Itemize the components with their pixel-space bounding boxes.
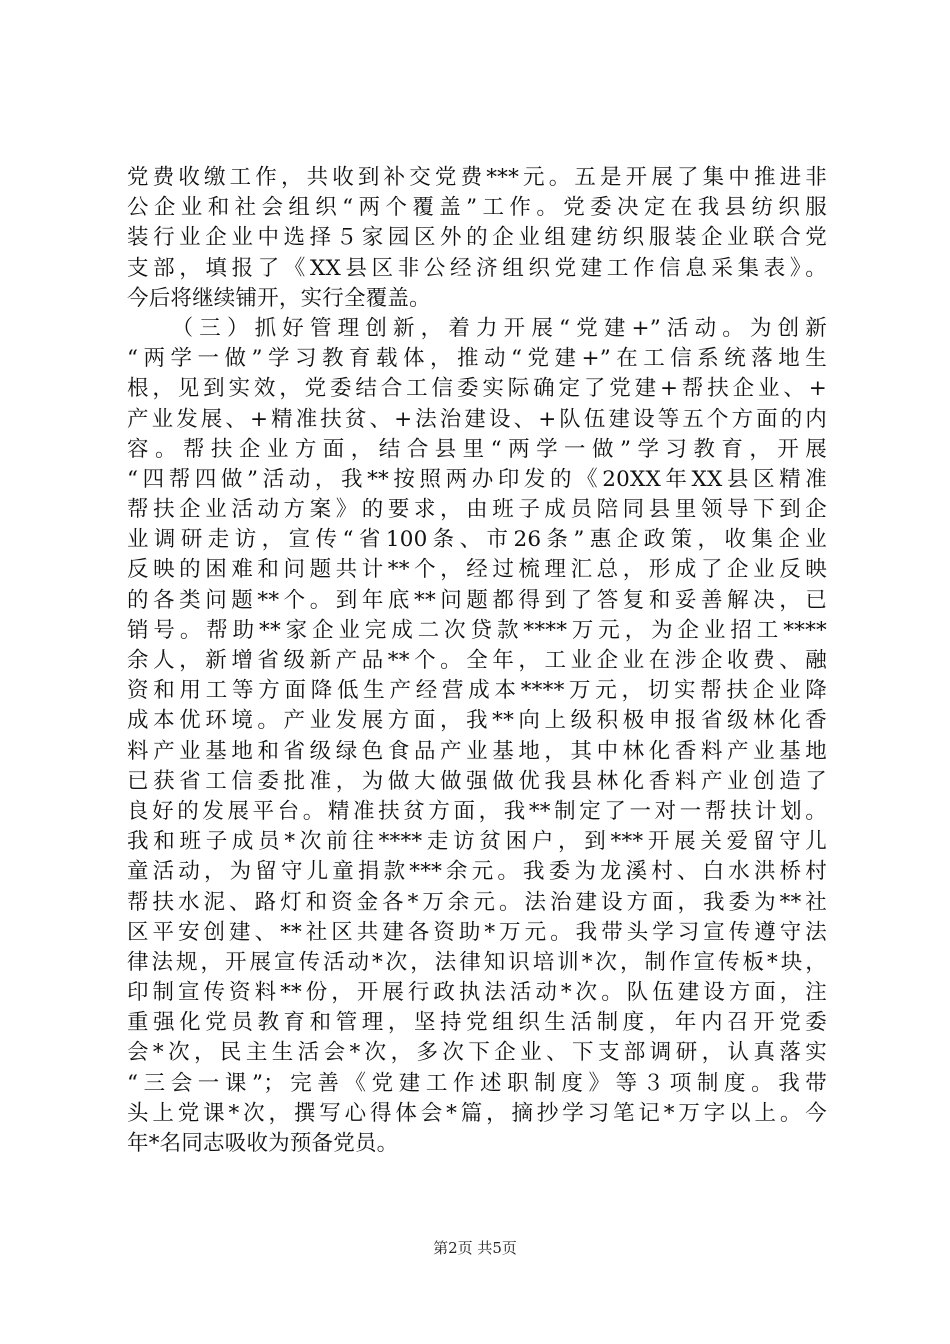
text-line: 区平安创建、**社区共建各资助*万元。我带头学习宣传遵守法 — [127, 919, 827, 945]
text-line: “两学一做”学习教育载体，推动“党建+”在工信系统落地生 — [127, 346, 827, 372]
text-line: 良好的发展平台。精准扶贫方面，我**制定了一对一帮扶计划。 — [127, 798, 827, 824]
text-line: 业调研走访，宣传“省100条、市26条”惠企政策，收集企业 — [127, 527, 827, 553]
text-line: （三）抓好管理创新，着力开展“党建+”活动。为创新 — [127, 315, 827, 341]
text-line: 的各类问题**个。到年底**问题都得到了答复和妥善解决，已 — [127, 587, 827, 613]
text-line: 资和用工等方面降低生产经营成本****万元，切实帮扶企业降 — [127, 678, 827, 704]
text-line: 帮扶企业活动方案》的要求，由班子成员陪同县里领导下到企 — [127, 497, 827, 523]
text-line: 会*次，民主生活会*次，多次下企业、下支部调研，认真落实 — [127, 1040, 827, 1066]
text-line: 料产业基地和省级绿色食品产业基地，其中林化香料产业基地 — [127, 738, 827, 764]
text-line: 我和班子成员*次前往****走访贫困户，到***开展关爱留守儿 — [127, 829, 827, 855]
text-line: 装行业企业中选择５家园区外的企业组建纺织服装企业联合党 — [127, 225, 827, 251]
text-line: 帮扶水泥、路灯和资金各*万余元。法治建设方面，我委为**社 — [127, 889, 827, 915]
text-line: 成本优环境。产业发展方面，我**向上级积极申报省级林化香 — [127, 708, 827, 734]
text-line: 律法规，开展宣传活动*次，法律知识培训*次，制作宣传板*块， — [127, 949, 827, 975]
text-line: 重强化党员教育和管理，坚持党组织生活制度，年内召开党委 — [127, 1010, 827, 1036]
text-line: 已获省工信委批准，为做大做强做优我县林化香料产业创造了 — [127, 768, 827, 794]
text-line: 销号。帮助**家企业完成二次贷款****万元，为企业招工**** — [127, 617, 827, 643]
text-line: 根，见到实效，党委结合工信委实际确定了党建+帮扶企业、+ — [127, 376, 827, 402]
text-line: 公企业和社会组织“两个覆盖”工作。党委决定在我县纺织服 — [127, 195, 827, 221]
page-number: 第2页 共5页 — [433, 1239, 517, 1257]
body-text — [127, 163, 827, 1159]
text-line: 今后将继续铺开，实行全覆盖。 — [127, 285, 431, 311]
text-line: 党费收缴工作，共收到补交党费***元。五是开展了集中推进非 — [127, 165, 827, 190]
text-line: 支部，填报了《XX县区非公经济组织党建工作信息采集表》。 — [127, 255, 827, 281]
text-line: 童活动，为留守儿童捐款***余元。我委为龙溪村、白水洪桥村 — [127, 859, 827, 885]
text-line: “三会一课”；完善《党建工作述职制度》等３项制度。我带 — [127, 1070, 827, 1096]
text-line: 头上党课*次，撰写心得体会*篇，摘抄学习笔记*万字以上。今 — [127, 1100, 827, 1126]
text-line: 反映的困难和问题共计**个，经过梳理汇总，形成了企业反映 — [127, 557, 827, 583]
text-line: 年*名同志吸收为预备党员。 — [127, 1131, 399, 1156]
text-line: 产业发展、+精准扶贫、+法治建设、+队伍建设等五个方面的内 — [127, 406, 827, 432]
text-line: 容。帮扶企业方面，结合县里“两学一做”学习教育，开展 — [127, 436, 827, 462]
text-line: 余人，新增省级新产品**个。全年，工业企业在涉企收费、融 — [127, 648, 827, 673]
text-line: “四帮四做”活动，我**按照两办印发的《20XX年XX县区精准 — [127, 466, 827, 492]
text-line: 印制宣传资料**份，开展行政执法活动*次。队伍建设方面，注 — [127, 980, 827, 1006]
